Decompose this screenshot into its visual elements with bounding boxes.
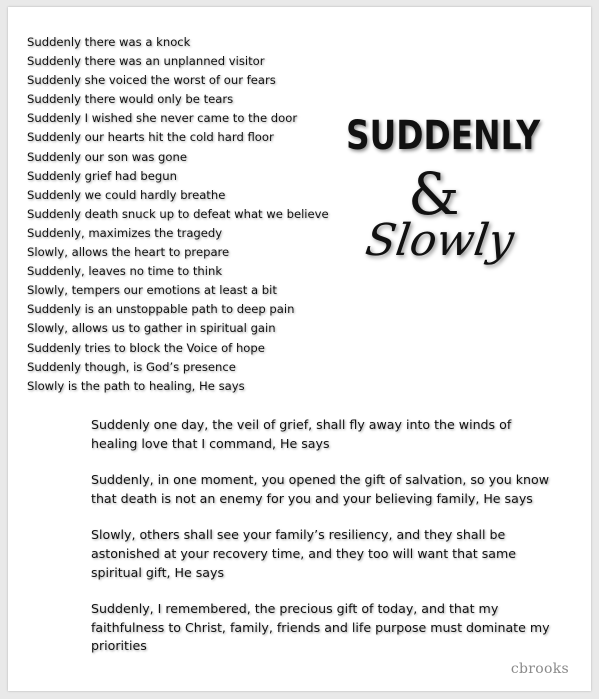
poem-line: Suddenly she voiced the worst of our fears (27, 73, 276, 88)
poem-line: Suddenly, maximizes the tragedy (27, 225, 223, 240)
poem-lines (27, 33, 329, 396)
poem-line: Suddenly there would only be tears (27, 92, 234, 107)
poem-line: Suddenly is an unstoppable path to deep pain (27, 302, 295, 317)
stanza: Suddenly one day, the veil of grief, shall fly away into the winds of healing love that I command, He says (91, 417, 512, 451)
poem-line: Suddenly our hearts hit the cold hard floor (27, 130, 274, 145)
poem-line: Suddenly, leaves no time to think (27, 264, 223, 279)
poem-line: Slowly, tempers our emotions at least a bit (27, 283, 277, 298)
poem-line: Slowly, allows us to gather in spiritual gain (27, 321, 276, 336)
stanza: Suddenly, in one moment, you opened the gift of salvation, so you know that death is not an enemy for you and your believing family, He says (91, 472, 550, 506)
poem-line: Slowly, allows the heart to prepare (27, 245, 230, 260)
signature: cbrooks (510, 661, 569, 677)
poem-line: Suddenly our son was gone (27, 149, 187, 164)
poem-line: Suddenly I wished she never came to the door (27, 111, 298, 126)
poem-line: Suddenly there was a knock (27, 35, 191, 49)
poem-line: Suddenly we could hardly breathe (27, 187, 226, 202)
stanza: Suddenly, I remembered, the precious gift of today, and that my faithfulness to Christ, family, friends and life purpose must dominate my priorities (91, 601, 550, 654)
poem-line: Suddenly though, is God’s presence (27, 359, 236, 374)
poem-line: Suddenly grief had begun (27, 168, 177, 183)
poem-line: Suddenly there was an unplanned visitor (27, 54, 265, 69)
stanza: Slowly, others shall see your family’s resiliency, and they shall be astonished at your recovery time, and they too will want that same spiritual gift, He says (91, 527, 517, 580)
poem-line: Suddenly death snuck up to defeat what we believe (27, 206, 329, 221)
poem-page (8, 7, 591, 691)
title-slowly: Slowly (362, 215, 517, 266)
poem-line: Slowly is the path to healing, He says (27, 378, 245, 393)
poem-line: Suddenly tries to block the Voice of hope (27, 340, 265, 355)
closing-stanzas (91, 416, 551, 674)
title-ampersand: & (408, 160, 460, 228)
title-suddenly: SUDDENLY (346, 113, 541, 159)
